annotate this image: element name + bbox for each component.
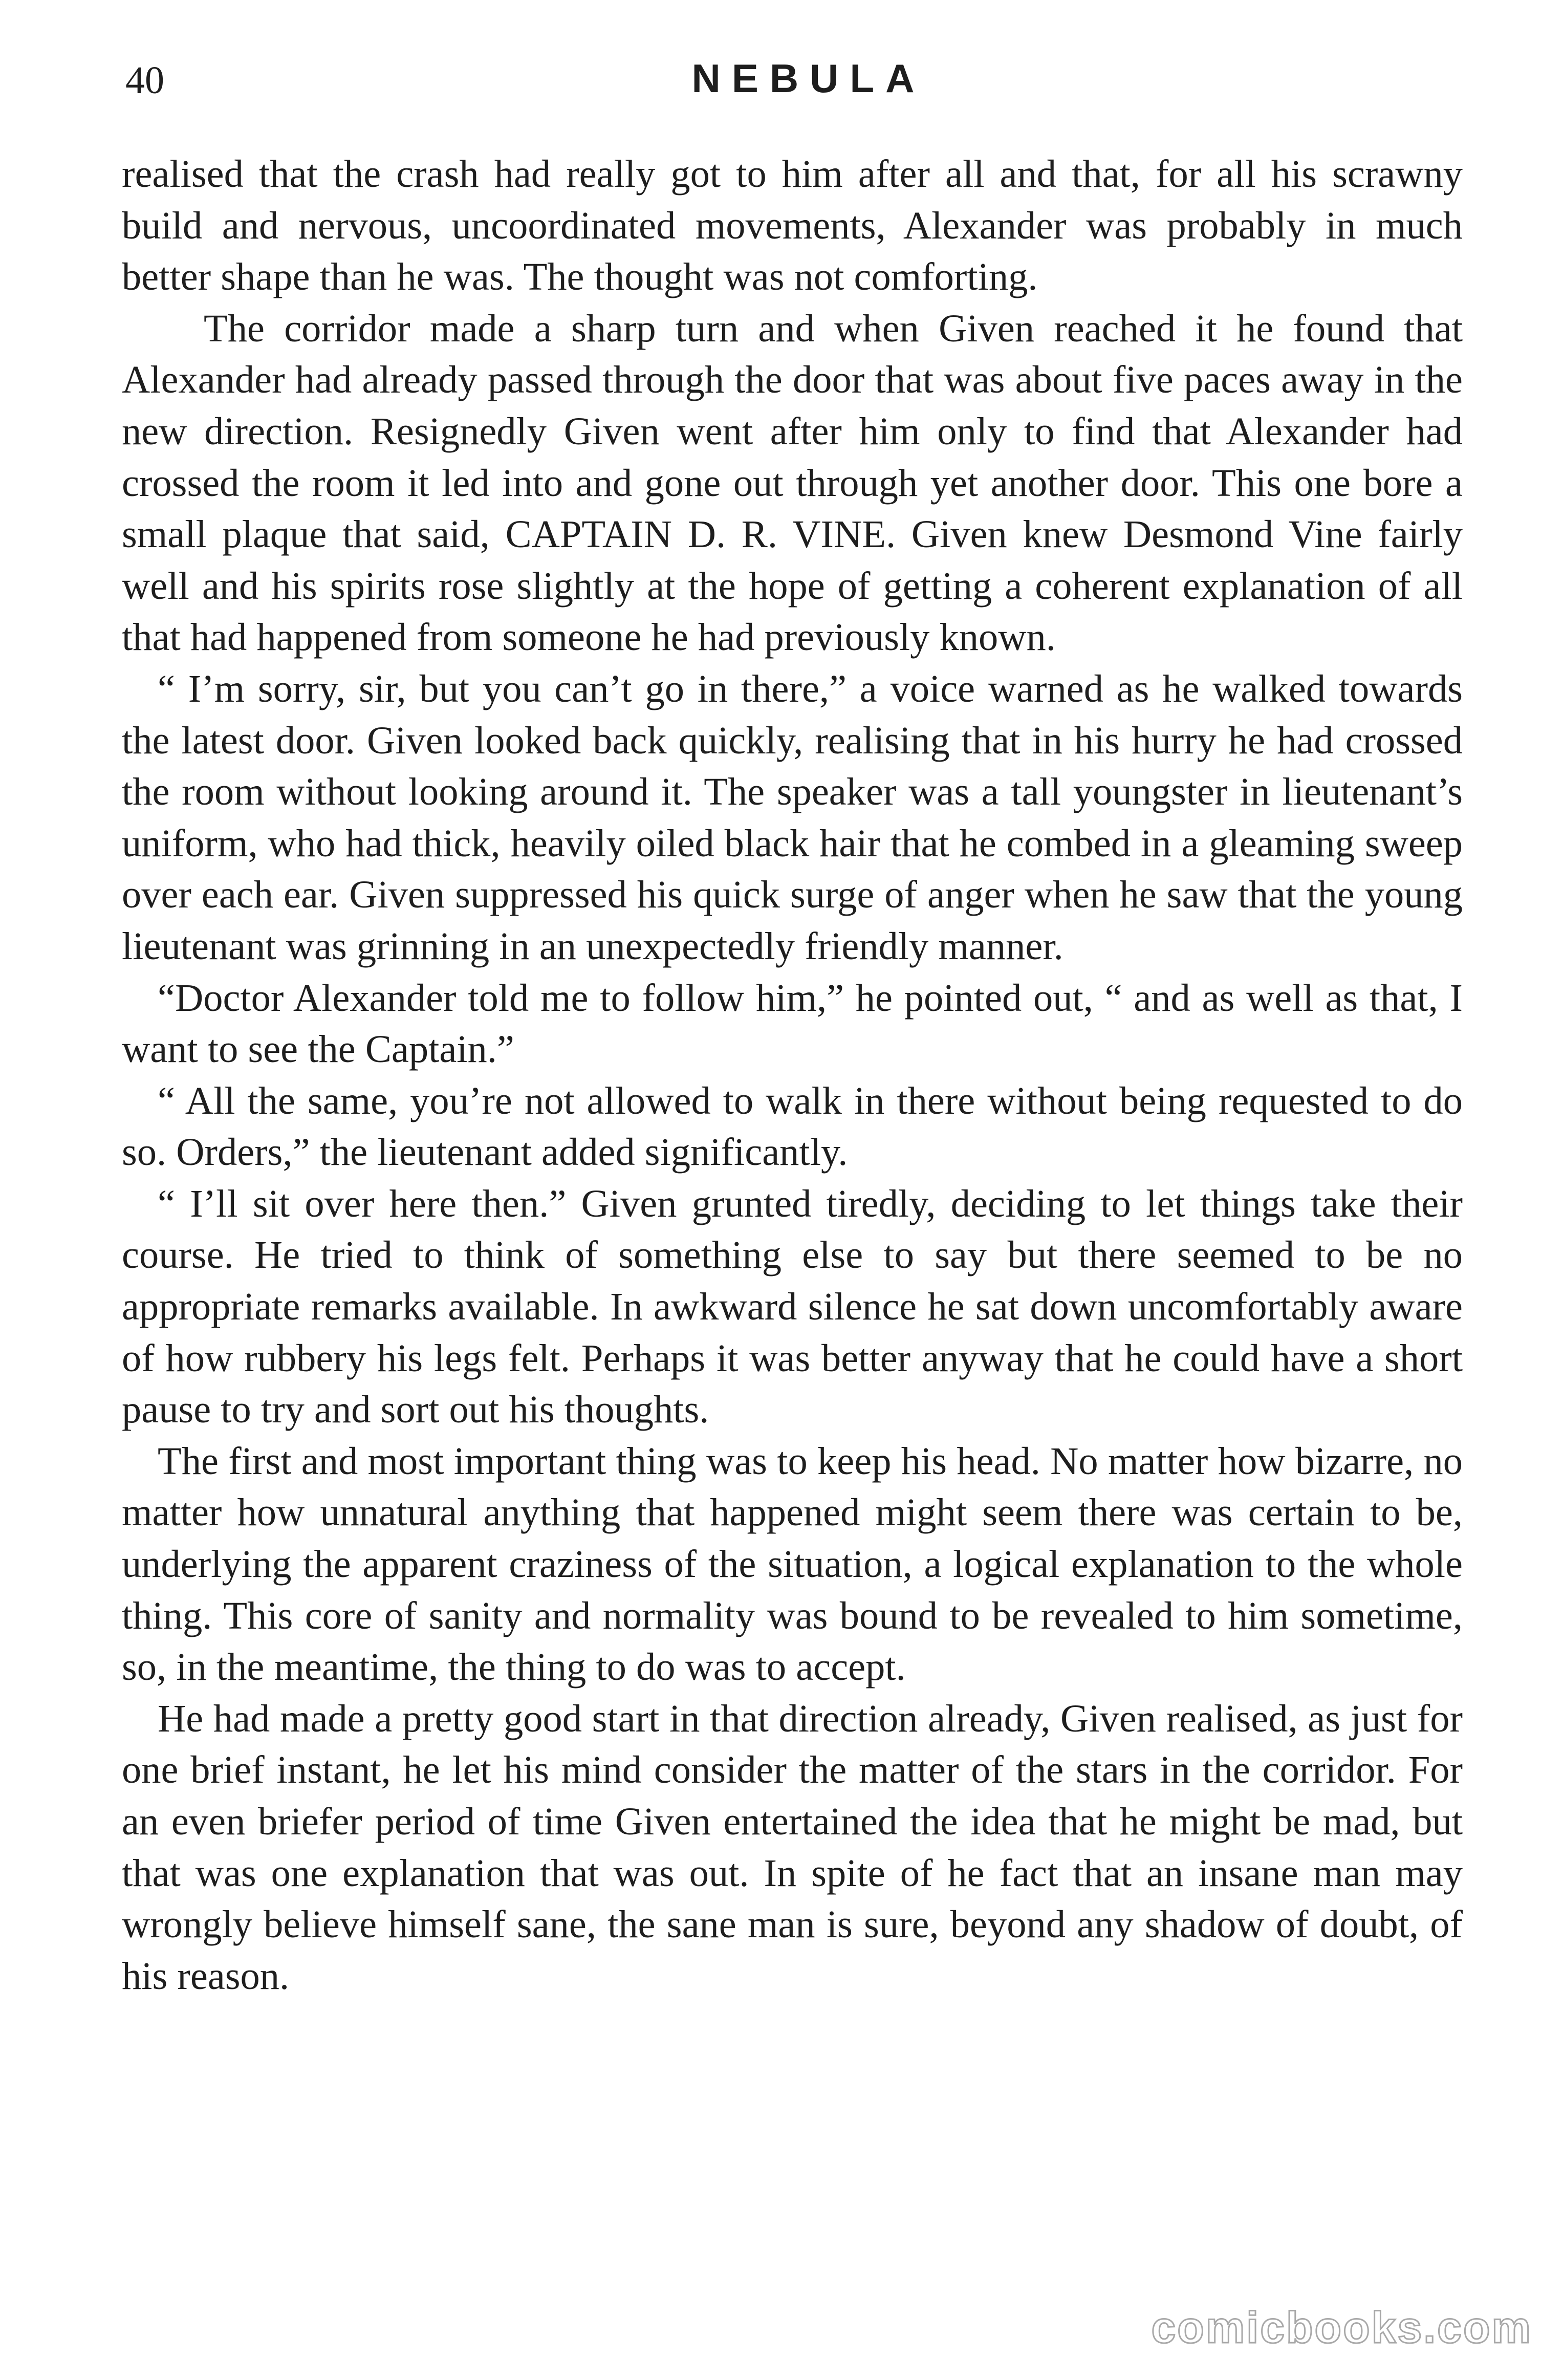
paragraph: “ All the same, you’re not allowed to walk in there without being requested to do so. Orders,” the lieutenant added significantly. <box>122 1078 1463 1174</box>
paragraph: The first and most important thing was to keep his head. No matter how bizarre, no matter how unnatural anything that happened might seem there was certain to be, underlying the apparent craziness of the situation, a logical explanation to the whole thing. This core of sanity and normality was bound to be revealed to him sometime, so, in the meantime, the thing to do was to accept. <box>122 1439 1463 1689</box>
paragraph: He had made a pretty good start in that direction already, Given realised, as just for one brief instant, he let his mind consider the matter of the stars in the corridor. For an even briefer period of time Given entertained the idea that he might be mad, but that was one explanation that was out. In spite of he fact that an insane man may wrongly believe himself sane, the sane man is sure, beyond any shadow of doubt, of his reason. <box>122 1696 1463 1998</box>
paragraph: realised that the crash had really got to him after all and that, for all his scrawny build and nervous, uncoordinated movements, Alexander was probably in much better shape than he was. The thought was not comforting. <box>122 152 1463 299</box>
page-number: 40 <box>125 59 164 102</box>
body-text <box>122 148 1463 2002</box>
running-title: NEBULA <box>691 56 926 101</box>
paragraph: The corridor made a sharp turn and when Given reached it he found that Alexander had already passed through the door that was about five paces away in the new direction. Resignedly Given went after him only to find that Alexander had crossed the room it led into and gone out through yet another door. This one bore a small plaque that said, CAPTAIN D. R. VINE. Given knew Desmond Vine fairly well and his spirits rose slightly at the hope of getting a coherent explanation of all that had happened from someone he had previously known. <box>122 306 1463 659</box>
paragraph: “ I’ll sit over here then.” Given grunted tiredly, deciding to let things take their course. He tried to think of something else to say but there seemed to be no appropriate remarks available. In awkward silence he sat down uncomfortably aware of how rubbery his legs felt. Perhaps it was better anyway that he could have a short pause to try and sort out his thoughts. <box>122 1181 1463 1432</box>
paragraph: “Doctor Alexander told me to follow him,” he pointed out, “ and as well as that, I want to see the Captain.” <box>122 976 1463 1071</box>
page-header <box>125 49 1461 115</box>
watermark-logo: comicbooks.com <box>1151 2303 1532 2352</box>
paragraph: “ I’m sorry, sir, but you can’t go in there,” a voice warned as he walked towards the latest door. Given looked back quickly, realising that in his hurry he had crossed the room without looking around it. The speaker was a tall youngster in lieutenant’s uniform, who had thick, heavily oiled black hair that he combed in a gleaming sweep over each ear. Given suppressed his quick surge of anger when he saw that the young lieutenant was grinning in an unexpectedly friendly manner. <box>122 666 1463 968</box>
